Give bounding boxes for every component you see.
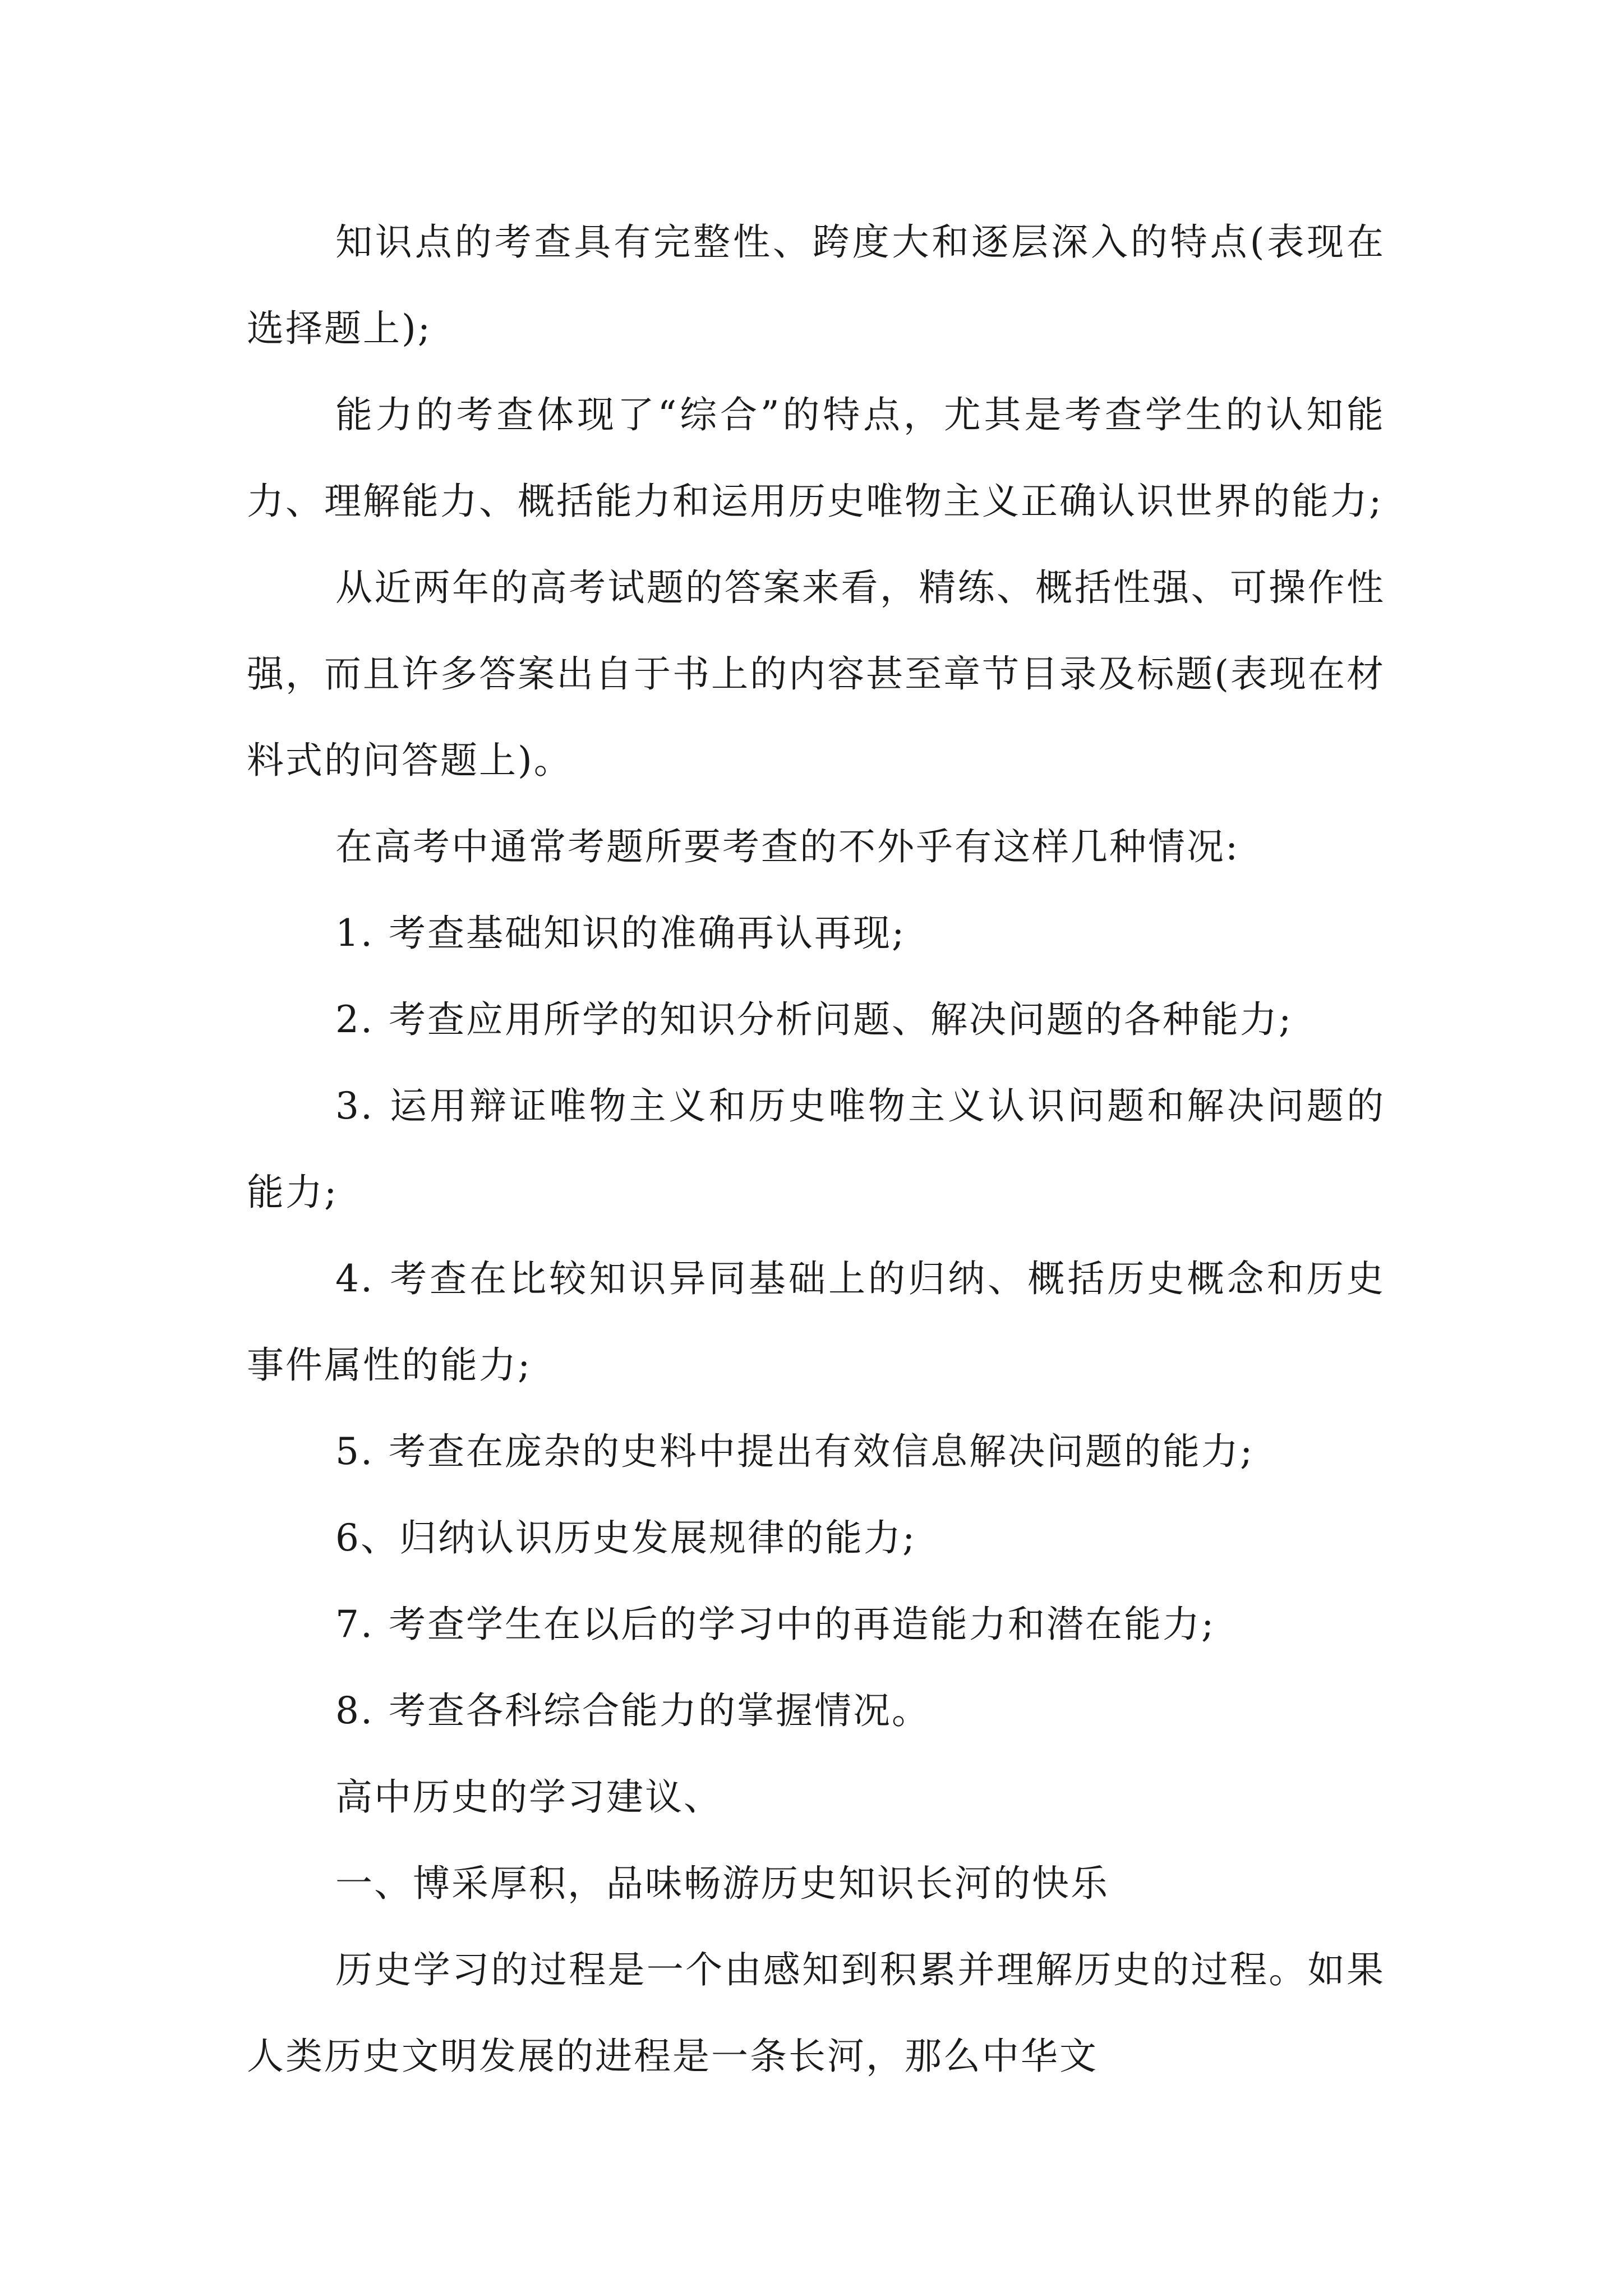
list-item-text: 归纳认识历史发展规律的能力; (399, 1516, 917, 1559)
list-item-number: 3. (335, 1084, 374, 1128)
list-item-text: 考查基础知识的准确再认再现; (388, 912, 906, 955)
paragraph-ability-assessment: 能力的考查体现了“综合”的特点，尤其是考查学生的认知能力、理解能力、概括能力和运用历史唯物主义正确认识世界的能力; (247, 393, 1385, 523)
list-item-number: 5. (335, 1430, 374, 1473)
paragraph-exam-answers: 从近两年的高考试题的答案来看，精练、概括性强、可操作性强，而且许多答案出自于书上的内容甚至章节目录及标题(表现在材料式的问答题上)。 (247, 566, 1385, 782)
document-page (247, 199, 1385, 2100)
list-item-text: 考查应用所学的知识分析问题、解决问题的各种能力; (388, 998, 1293, 1041)
list-item (247, 1581, 1385, 1668)
paragraph-knowledge-points: 知识点的考查具有完整性、跨度大和逐层深入的特点(表现在选择题上); (247, 220, 1385, 350)
list-item-number: 8. (335, 1689, 374, 1732)
list-item-number: 2. (335, 998, 374, 1041)
paragraph-history-learning: 历史学习的过程是一个由感知到积累并理解历史的过程。如果人类历史文明发展的进程是一条长河，那么中华文 (247, 1948, 1385, 2078)
list-item-number: 1. (335, 912, 374, 955)
list-item-number: 6、 (335, 1516, 399, 1559)
list-item (247, 1236, 1385, 1409)
section-heading-study-advice: 高中历史的学习建议、 (335, 1775, 722, 1819)
list-item-text: 考查在庞杂的史料中提出有效信息解决问题的能力; (388, 1430, 1255, 1473)
list-item (247, 1668, 1385, 1754)
list-item (247, 1495, 1385, 1581)
list-item-number: 7. (335, 1603, 374, 1646)
list-item (247, 890, 1385, 977)
list-item-text: 考查在比较知识异同基础上的归纳、概括历史概念和历史事件属性的能力; (247, 1257, 1385, 1387)
subsection-heading-one: 一、博采厚积，品味畅游历史知识长河的快乐 (335, 1862, 1109, 1905)
list-item-text: 考查学生在以后的学习中的再造能力和潜在能力; (388, 1603, 1216, 1646)
list-item (247, 1409, 1385, 1495)
list-item (247, 977, 1385, 1063)
paragraph-exam-situations-intro: 在高考中通常考题所要考查的不外乎有这样几种情况: (335, 825, 1240, 868)
list-item-text: 考查各科综合能力的掌握情况。 (388, 1689, 930, 1732)
list-item-text: 运用辩证唯物主义和历史唯物主义认识问题和解决问题的能力; (247, 1084, 1385, 1214)
list-item-number: 4. (335, 1257, 374, 1300)
list-item (247, 1063, 1385, 1236)
